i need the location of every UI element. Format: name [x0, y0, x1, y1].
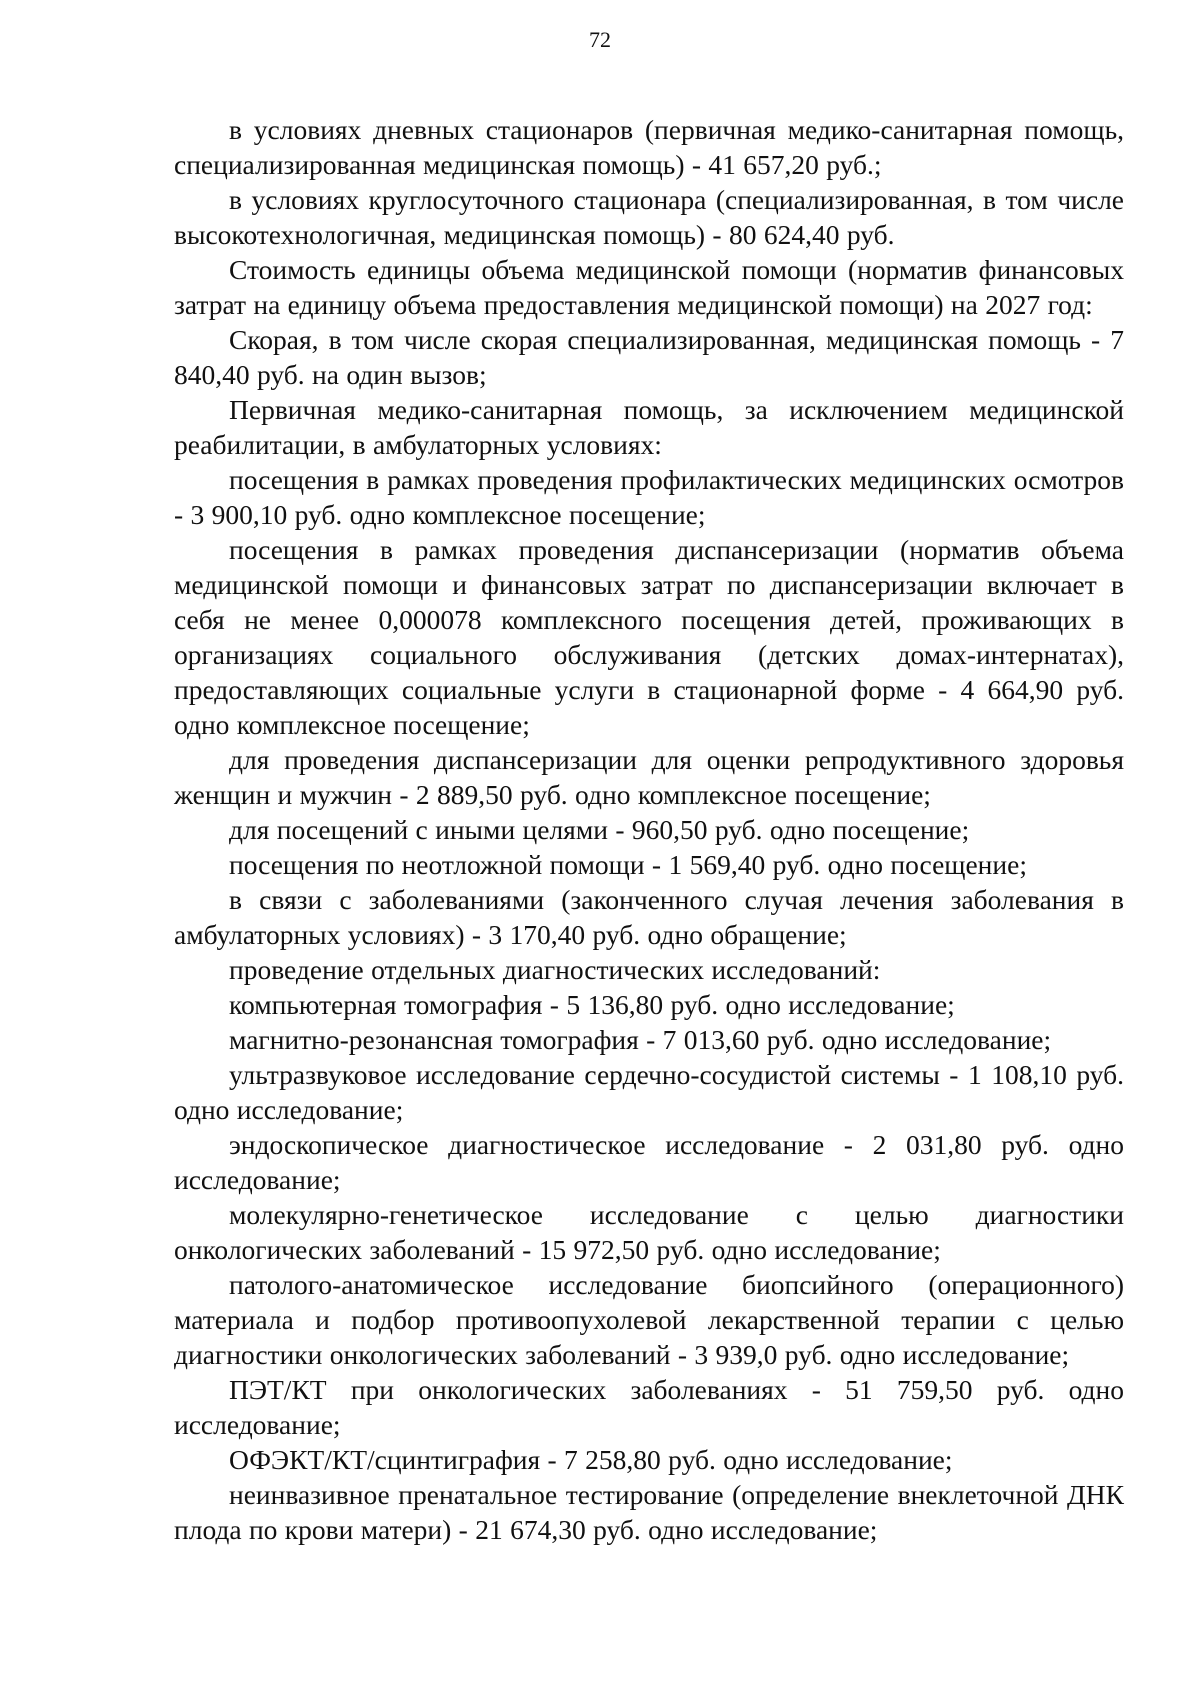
paragraph-urgent-care: посещения по неотложной помощи - 1 569,40 руб. одно посещение;	[229, 849, 1027, 880]
paragraph-endoscopy: эндоскопическое диагностическое исследование - 2 031,80 руб. одно исследование;	[174, 1129, 1124, 1195]
paragraph-reproductive-health: для проведения диспансеризации для оценки репродуктивного здоровья женщин и мужчин - 2 889,50 руб. одно комплексное посещение;	[174, 744, 1124, 810]
document-body	[174, 112, 1124, 1547]
paragraph-spect-ct: ОФЭКТ/КТ/сцинтиграфия - 7 258,80 руб. одно исследование;	[229, 1444, 953, 1475]
paragraph-ultrasound: ультразвуковое исследование сердечно-сосудистой системы - 1 108,10 руб. одно исследование;	[174, 1059, 1124, 1125]
paragraph-pet-ct: ПЭТ/КТ при онкологических заболеваниях - 51 759,50 руб. одно исследование;	[174, 1374, 1124, 1440]
paragraph-molecular-genetic: молекулярно-генетическое исследование с целью диагностики онкологических заболеваний - 15 972,50 руб. одно исследование;	[174, 1199, 1124, 1265]
paragraph-day-hospital: в условиях дневных стационаров (первичная медико-санитарная помощь, специализированная медицинская помощь) - 41 657,20 руб.;	[174, 114, 1124, 180]
paragraph-dispensary: посещения в рамках проведения диспансеризации (норматив объема медицинской помощи и финансовых затрат по диспансеризации включает в себя не менее 0,000078 комплексного посещения детей, проживающих в организациях социального обслуживания (детских домах-интернатах), предоставляющих социальные услуги в стационарной форме - 4 664,90 руб. одно комплексное посещение;	[174, 534, 1124, 740]
paragraph-diagnostics-heading: проведение отдельных диагностических исследований:	[229, 954, 881, 985]
paragraph-prenatal-testing: неинвазивное пренатальное тестирование (определение внеклеточной ДНК плода по крови матери) - 21 674,30 руб. одно исследование;	[174, 1479, 1124, 1545]
paragraph-preventive-exams: посещения в рамках проведения профилактических медицинских осмотров - 3 900,10 руб. одно комплексное посещение;	[174, 464, 1124, 530]
page-number: 72	[589, 27, 611, 52]
paragraph-primary-care: Первичная медико-санитарная помощь, за исключением медицинской реабилитации, в амбулаторных условиях:	[174, 394, 1124, 460]
paragraph-ct: компьютерная томография - 5 136,80 руб. одно исследование;	[229, 989, 955, 1020]
paragraph-pathology: патолого-анатомическое исследование биопсийного (операционного) материала и подбор противоопухолевой лекарственной терапии с целью диагностики онкологических заболеваний - 3 939,0 руб. одно исследование;	[174, 1269, 1124, 1370]
paragraph-mri: магнитно-резонансная томография - 7 013,60 руб. одно исследование;	[229, 1024, 1052, 1055]
paragraph-emergency-care: Скорая, в том числе скорая специализированная, медицинская помощь - 7 840,40 руб. на один вызов;	[174, 324, 1124, 390]
paragraph-disease-treatment: в связи с заболеваниями (законченного случая лечения заболевания в амбулаторных условиях) - 3 170,40 руб. одно обращение;	[174, 884, 1124, 950]
paragraph-other-visits: для посещений с иными целями - 960,50 руб. одно посещение;	[229, 814, 970, 845]
paragraph-round-the-clock-hospital: в условиях круглосуточного стационара (специализированная, в том числе высокотехнологичная, медицинская помощь) - 80 624,40 руб.	[174, 184, 1124, 250]
paragraph-unit-cost-2027: Стоимость единицы объема медицинской помощи (норматив финансовых затрат на единицу объема предоставления медицинской помощи) на 2027 год:	[174, 254, 1124, 320]
